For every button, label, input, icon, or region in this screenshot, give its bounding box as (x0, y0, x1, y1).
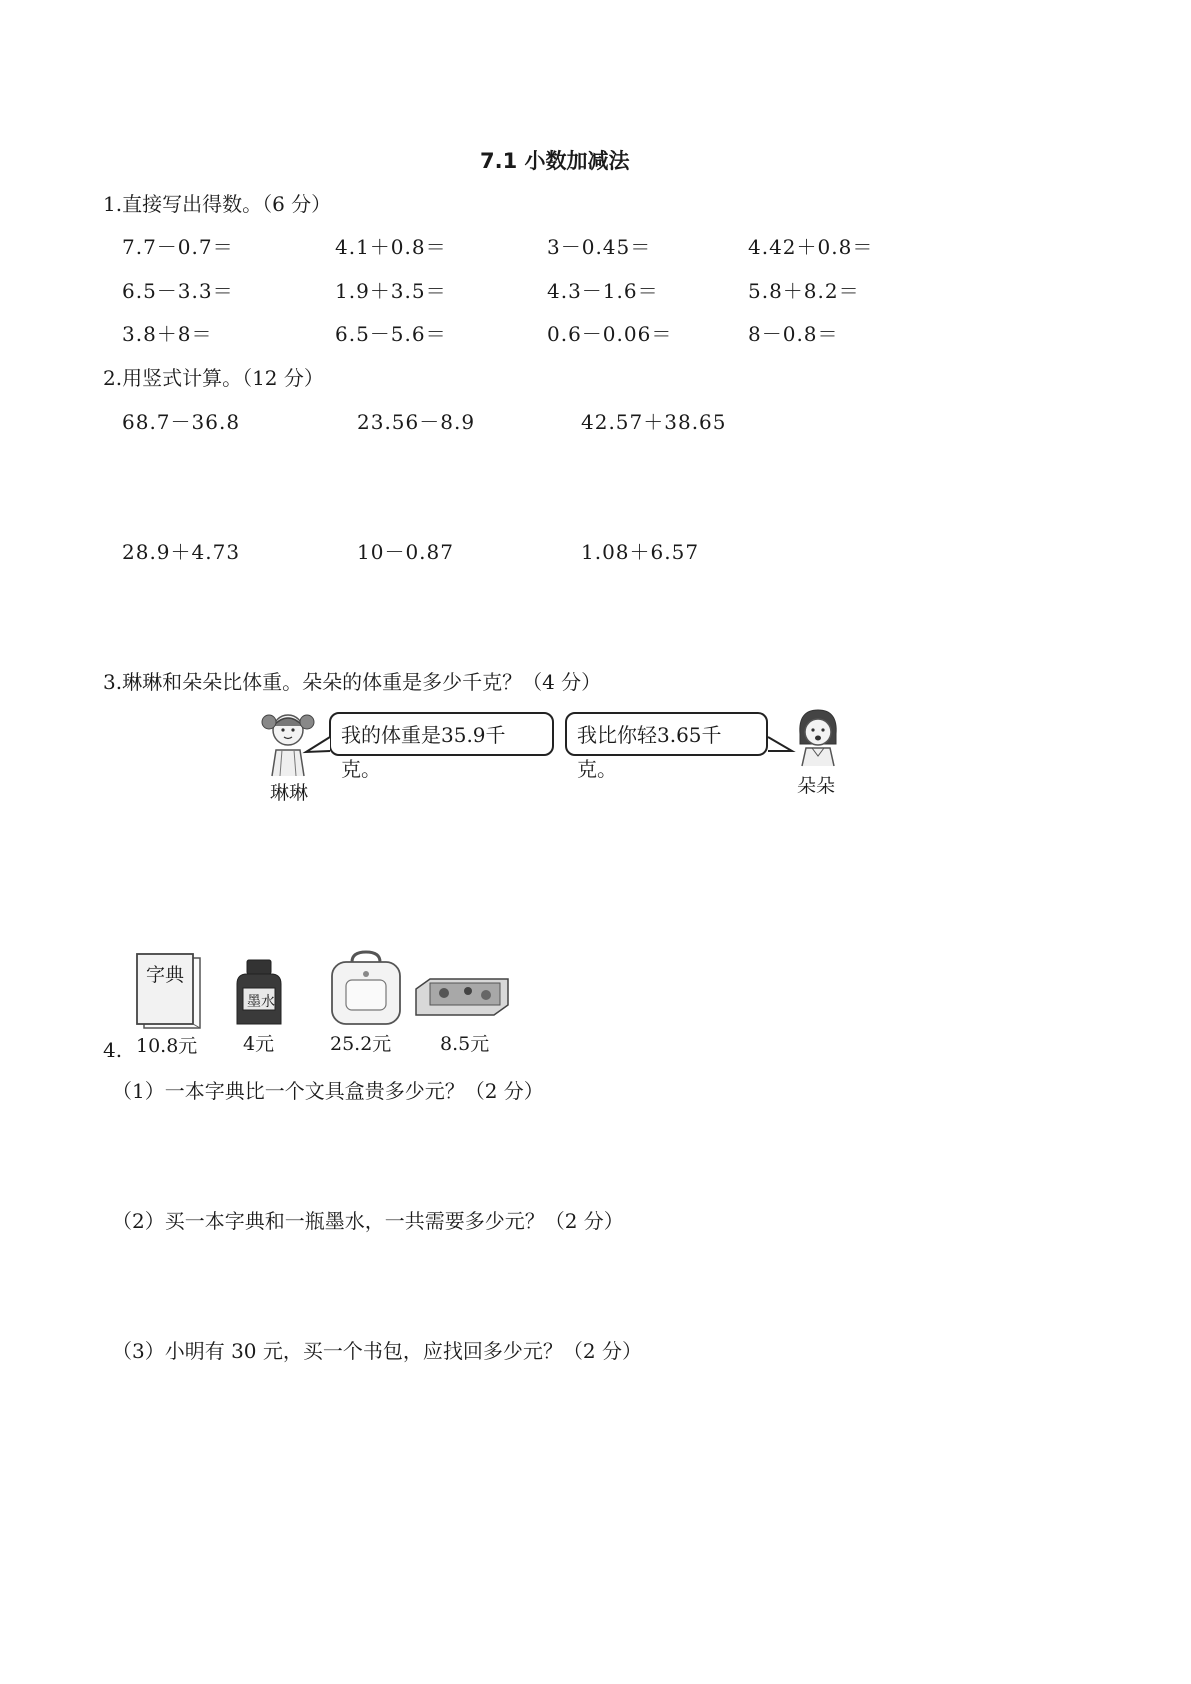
q2-expression: 1.08＋6.57 (581, 540, 700, 564)
q1-expression: 4.3－1.6＝ (547, 279, 659, 303)
q1-expression: 5.8＋8.2＝ (748, 279, 860, 303)
q1-expression: 3.8＋8＝ (122, 322, 213, 346)
name-duoduo: 朵朵 (797, 775, 836, 797)
speech-bubble-linlin (329, 712, 554, 781)
dictionary-label: 字典 (146, 964, 185, 986)
question-4-sub-3: （3）小明有 30 元，买一个书包，应找回多少元？（2 分） (112, 1339, 642, 1363)
pencil-box-icon (412, 975, 512, 1019)
q1-expression: 8－0.8＝ (748, 322, 839, 346)
name-linlin: 琳琳 (270, 782, 309, 804)
q1-expression: 7.7－0.7＝ (122, 235, 234, 259)
q1-expression: 3－0.45＝ (547, 235, 652, 259)
question-3-heading: 3.琳琳和朵朵比体重。朵朵的体重是多少千克？（4 分） (103, 670, 602, 694)
speech-bubble-duoduo (565, 712, 768, 781)
question-4-sub-1: （1）一本字典比一个文具盒贵多少元？（2 分） (112, 1079, 544, 1103)
q2-expression: 10－0.87 (357, 540, 454, 564)
bubble-tail-right-icon (766, 737, 792, 755)
ink-price: 4元 (243, 1033, 275, 1055)
question-2-heading: 2.用竖式计算。（12 分） (103, 366, 324, 390)
question-4-sub-2: （2）买一本字典和一瓶墨水，一共需要多少元？（2 分） (112, 1209, 624, 1233)
q2-expression: 68.7－36.8 (122, 410, 241, 434)
q2-expression: 42.57＋38.65 (581, 410, 727, 434)
dictionary-price: 10.8元 (136, 1035, 198, 1057)
q1-expression: 6.5－5.6＝ (335, 322, 447, 346)
q1-expression: 4.42＋0.8＝ (748, 235, 874, 259)
ink-label: 墨水 (247, 994, 275, 1010)
q1-expression: 6.5－3.3＝ (122, 279, 234, 303)
speech-bubble-duoduo-text: 我比你轻3.65千克。 (577, 723, 722, 781)
q1-expression: 0.6－0.06＝ (547, 322, 673, 346)
q2-expression: 28.9＋4.73 (122, 540, 241, 564)
q2-expression: 23.56－8.9 (357, 410, 476, 434)
pencil-box-price: 8.5元 (440, 1033, 490, 1055)
girl-duoduo-icon (790, 706, 846, 768)
speech-bubble-linlin-text: 我的体重是35.9千克。 (341, 723, 506, 781)
question-1-heading: 1.直接写出得数。（6 分） (103, 192, 332, 216)
bubble-tail-left-icon (306, 737, 332, 755)
q1-expression: 4.1＋0.8＝ (335, 235, 447, 259)
page-title: 7.1 小数加减法 (480, 149, 630, 173)
question-4-number: 4. (103, 1038, 123, 1062)
q1-expression: 1.9＋3.5＝ (335, 279, 447, 303)
backpack-price: 25.2元 (330, 1033, 392, 1055)
backpack-icon (326, 950, 406, 1028)
